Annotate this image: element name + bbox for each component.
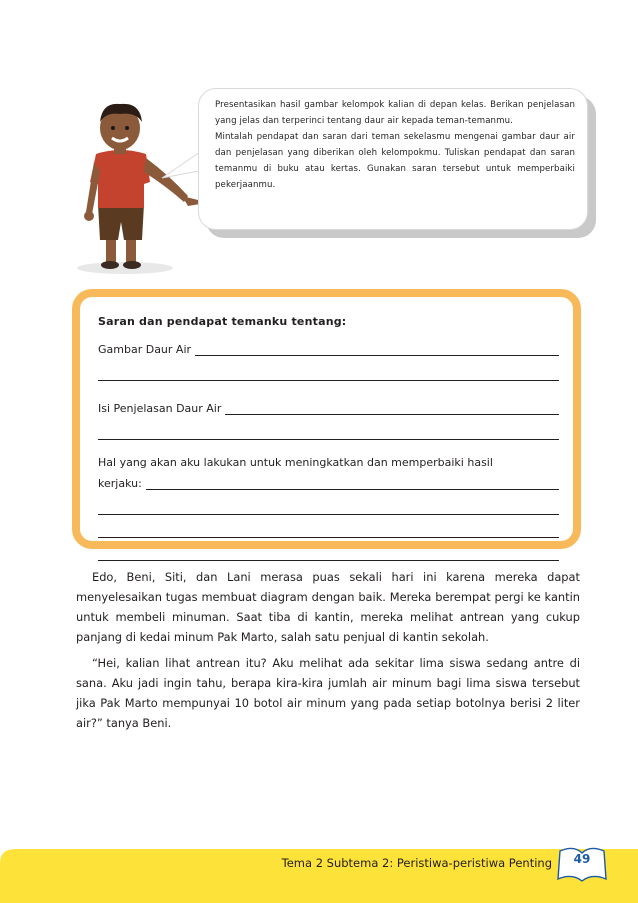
field-label: Gambar Daur Air: [98, 343, 192, 356]
field-label: Isi Penjelasan Daur Air: [98, 402, 222, 415]
bubble-paragraph-2: Mintalah pendapat dan saran dari teman sekelasmu mengenai gambar daur air dan penjelasan yang diberikan oleh kelompokmu. Tuliskan pendapat dan saran temanmu di buku atau kertas. Gunakan saran tersebut untuk memperbaiki pekerjaanmu.: [215, 132, 575, 190]
field-label: kerjaku:: [98, 477, 142, 490]
answer-line[interactable]: [98, 362, 559, 381]
field-hal-yang-akan[interactable]: [98, 472, 559, 490]
answer-line[interactable]: [98, 421, 559, 440]
body-paragraph-1: Edo, Beni, Siti, dan Lani merasa puas sekali hari ini karena mereka dapat menyelesaikan tugas membuat diagram dengan baik. Mereka berempat pergi ke kantin untuk membeli minuman. Saat tiba di kantin, mereka melihat antrean yang cukup panjang di kedai minum Pak Marto, salah satu penjual di kantin sekolah.: [76, 570, 580, 644]
answer-line[interactable]: [98, 519, 559, 538]
field-label: Hal yang akan aku lakukan untuk meningkatkan dan memperbaiki hasil: [98, 456, 493, 469]
speech-bubble: [198, 88, 588, 230]
answer-line[interactable]: [98, 542, 559, 561]
answer-line[interactable]: [98, 496, 559, 515]
field-isi-penjelasan[interactable]: [98, 397, 559, 415]
field-gambar-daur-air[interactable]: [98, 338, 559, 356]
page-number: 49: [573, 852, 591, 866]
answer-line[interactable]: [195, 343, 559, 356]
footer-band: [0, 845, 638, 903]
answer-line[interactable]: [146, 477, 559, 490]
card-title: Saran dan pendapat temanku tentang:: [98, 315, 347, 328]
body-text: [76, 567, 580, 739]
footer-theme-text: Tema 2 Subtema 2: Peristiwa-peristiwa Penting: [281, 856, 552, 870]
page-footer: [0, 845, 638, 903]
body-paragraph-2: “Hei, kalian lihat antrean itu? Aku melihat ada sekitar lima siswa sedang antre di sana. Aku jadi ingin tahu, berapa kira-kira jumlah air minum bagi lima siswa tersebut jika Pak Marto mempunyai 10 botol air minum yang pada setiap botolnya berisi 2 liter air?” tanya Beni.: [76, 656, 580, 730]
answer-line[interactable]: [225, 402, 559, 415]
bubble-paragraph-1: Presentasikan hasil gambar kelompok kalian di depan kelas. Berikan penjelasan yang jelas dan terperinci tentang daur air kepada teman-temanmu.: [215, 100, 575, 126]
feedback-card: [72, 289, 581, 549]
